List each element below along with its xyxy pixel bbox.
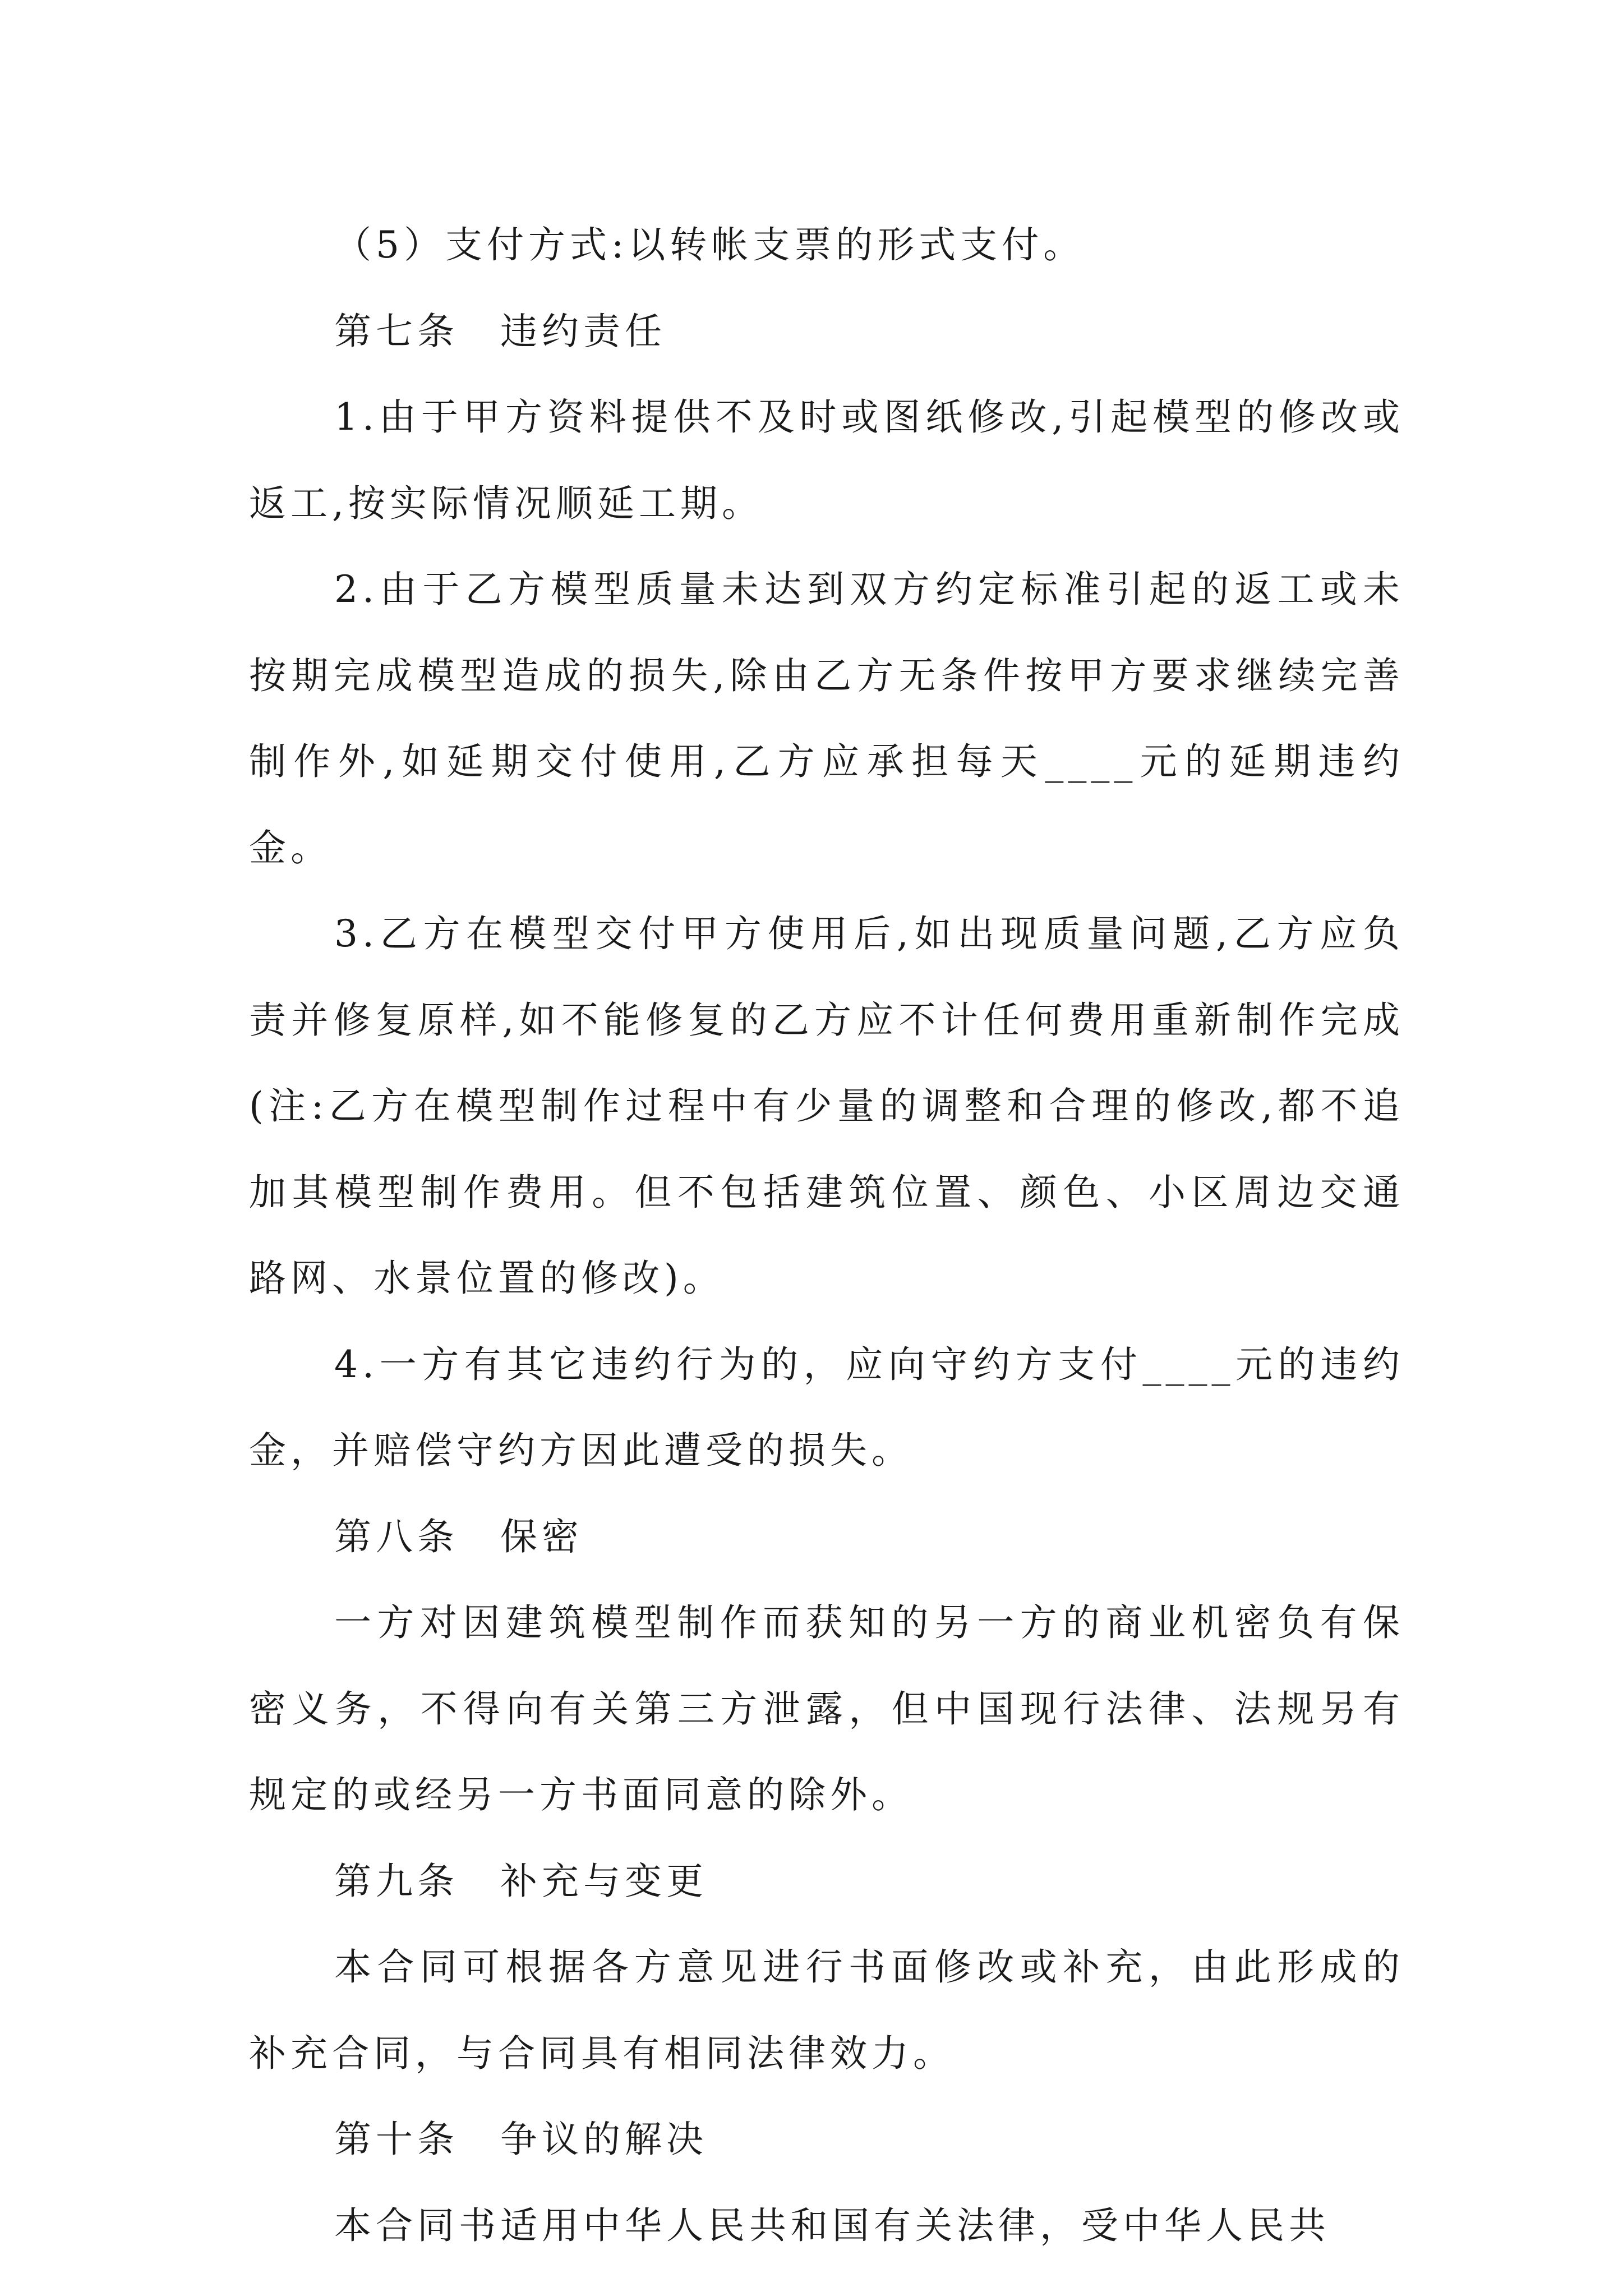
article-9-heading: 第九条 补充与变更 (334, 1859, 708, 1903)
article-7-heading: 第七条 违约责任 (334, 309, 666, 353)
article-7-clause-3: 3.乙方在模型交付甲方使用后,如出现质量问题,乙方应负责并修复原样,如不能修复的乙方应不计任何费用重新制作完成(注:乙方在模型制作过程中有少量的调整和合理的修改,都不追加其模型制作费用。但不包括建筑位置、颜色、小区周边交通路网、水景位置的修改)。 (249, 912, 1404, 1300)
document-body (249, 202, 1404, 2269)
article-8-body: 一方对因建筑模型制作而获知的另一方的商业机密负有保密义务，不得向有关第三方泄露，但中国现行法律、法规另有规定的或经另一方书面同意的除外。 (249, 1601, 1404, 1816)
payment-method-paragraph: （5）支付方式:以转帐支票的形式支付。 (334, 223, 1085, 266)
article-9-body: 本合同可根据各方意见进行书面修改或补充，由此形成的补充合同，与合同具有相同法律效力。 (249, 1945, 1404, 2075)
article-10-heading: 第十条 争议的解决 (334, 2118, 708, 2161)
article-7-clause-2: 2.由于乙方模型质量未达到双方约定标准引起的返工或未按期完成模型造成的损失,除由乙方无条件按甲方要求继续完善制作外,如延期交付使用,乙方应承担每天____元的延期违约金。 (249, 568, 1404, 869)
article-8-heading: 第八条 保密 (334, 1515, 583, 1558)
article-7-clause-1: 1.由于甲方资料提供不及时或图纸修改,引起模型的修改或返工,按实际情况顺延工期。 (249, 395, 1404, 525)
article-10-body: 本合同书适用中华人民共和国有关法律，受中华人民共 (334, 2203, 1330, 2247)
article-7-clause-4: 4.一方有其它违约行为的，应向守约方支付____元的违约金，并赔偿守约方因此遭受的损失。 (249, 1342, 1404, 1472)
